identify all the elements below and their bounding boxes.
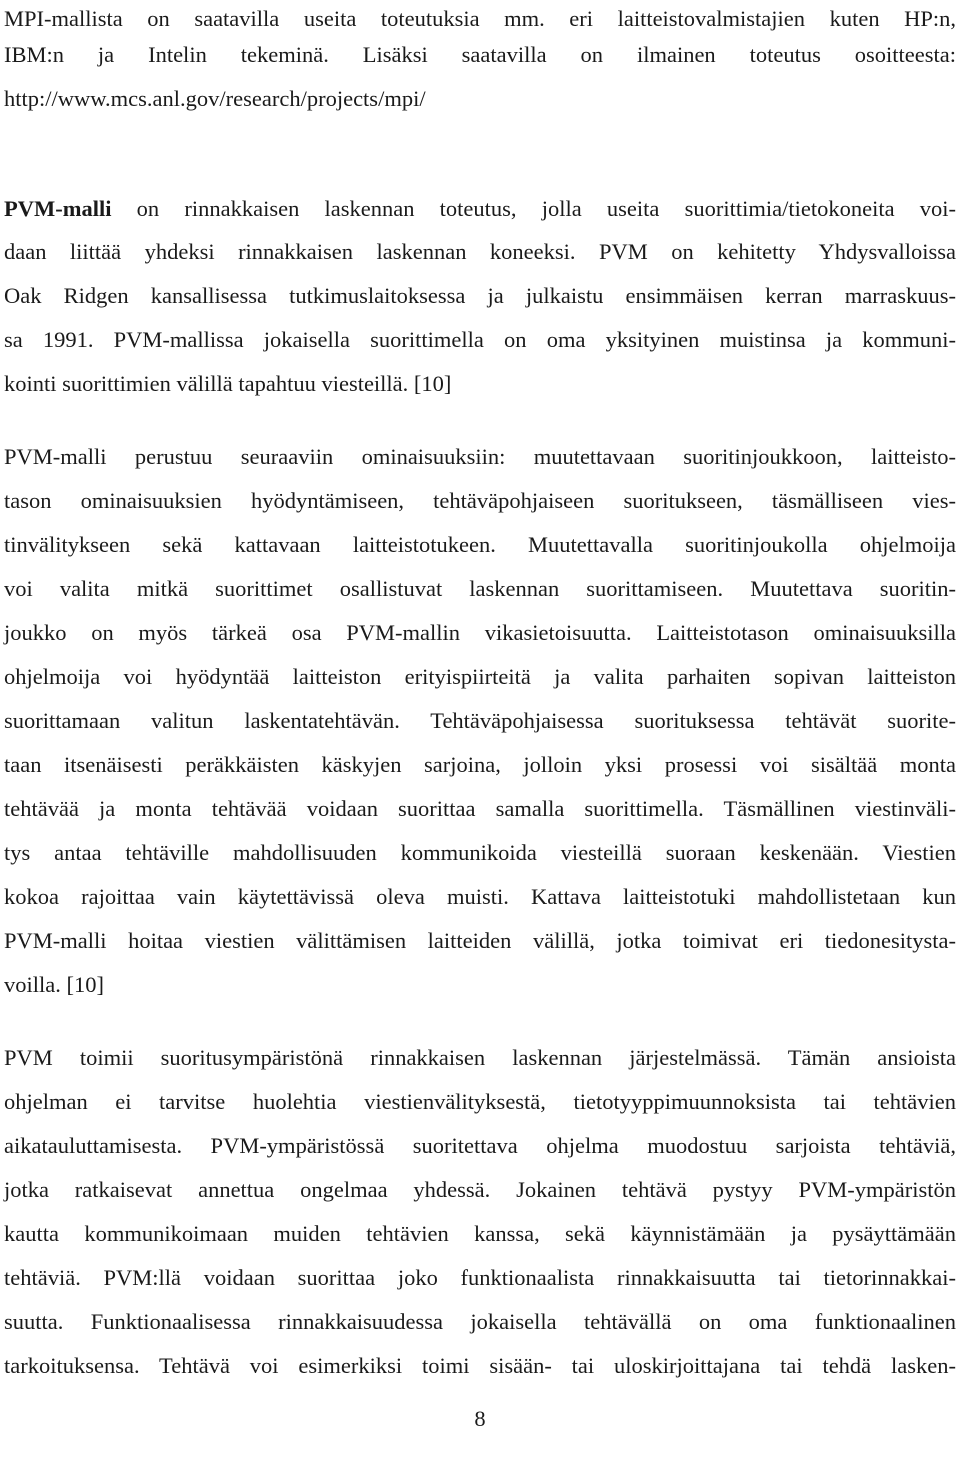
text-line: daan liittää yhdeksi rinnakkaisen laskennan koneeksi. PVM on kehitetty Yhdysvalloissa [4, 239, 956, 264]
text-line: aikatauluttamisesta. PVM-ympäristössä suoritettava ohjelma muodostuu sarjoista tehtäviä, [4, 1133, 956, 1158]
text-line: Oak Ridgen kansallisessa tutkimuslaitoksessa ja julkaistu ensimmäisen kerran marraskuus- [4, 283, 956, 308]
text-line: suorittamaan valitun laskentatehtävän. Tehtäväpohjaisessa suorituksessa tehtävät suorite- [4, 708, 956, 733]
text-line: jotka ratkaisevat annettua ongelmaa yhdessä. Jokainen tehtävä pystyy PVM-ympäristön [4, 1177, 956, 1202]
text-line: tason ominaisuuksien hyödyntämiseen, tehtäväpohjaiseen suoritukseen, täsmälliseen vies- [4, 488, 956, 513]
text-line: tinvälitykseen sekä kattavaan laitteistotukeen. Muutettavalla suoritinjoukolla ohjelmoija [4, 532, 956, 557]
text-line: taan itsenäisesti peräkkäisten käskyjen sarjoina, jolloin yksi prosessi voi sisältää monta [4, 752, 956, 777]
text-line: MPI-mallista on saatavilla useita toteutuksia mm. eri laitteistovalmistajien kuten HP:n, [4, 6, 956, 31]
bold-term: PVM-malli [4, 196, 112, 221]
text-line: PVM-malli hoitaa viestien välittämisen laitteiden välillä, jotka toimivat eri tiedonesitysta- [4, 928, 956, 953]
text-line: kointi suorittimien välillä tapahtuu viesteillä. [10] [4, 371, 452, 396]
text-line: PVM-malli perustuu seuraaviin ominaisuuksiin: muutettavaan suoritinjoukkoon, laitteisto- [4, 444, 956, 469]
text-line: suutta. Funktionaalisessa rinnakkaisuudessa jokaisella tehtävällä on oma funktionaalinen [4, 1309, 956, 1334]
text-line: tarkoituksensa. Tehtävä voi esimerkiksi toimi sisään- tai uloskirjoittajana tai tehdä lasken- [4, 1353, 956, 1378]
url-text: http://www.mcs.anl.gov/research/projects/mpi/ [4, 86, 426, 111]
page-number: 8 [474, 1406, 486, 1431]
text-line: joukko on myös tärkeä osa PVM-mallin vikasietoisuutta. Laitteistotason ominaisuuksilla [4, 620, 956, 645]
text-line: sa 1991. PVM-mallissa jokaisella suorittimella on oma yksityinen muistinsa ja kommuni- [4, 327, 956, 352]
text-line: ohjelmoija voi hyödyntää laitteiston erityispiirteitä ja valita parhaiten sopivan laitteiston [4, 664, 956, 689]
text-line: voilla. [10] [4, 972, 104, 997]
text-line: tehtäviä. PVM:llä voidaan suorittaa joko funktionaalista rinnakkaisuutta tai tietorinnakkai- [4, 1265, 956, 1290]
text-line: IBM:n ja Intelin tekeminä. Lisäksi saatavilla on ilmainen toteutus osoitteesta: [4, 42, 956, 67]
text-line: kautta kommunikoimaan muiden tehtävien kanssa, sekä käynnistämään ja pysäyttämään [4, 1221, 956, 1246]
text-line: tehtävää ja monta tehtävää voidaan suorittaa samalla suorittimella. Täsmällinen viestinväli- [4, 796, 956, 821]
text-line: PVM toimii suoritusympäristönä rinnakkaisen laskennan järjestelmässä. Tämän ansioista [4, 1045, 956, 1070]
text-line: kokoa rajoittaa vain käytettävissä oleva muisti. Kattava laitteistotuki mahdollistetaan kun [4, 884, 956, 909]
text-line-rest: on rinnakkaisen laskennan toteutus, jolla useita suorittimia/tietokoneita voi- [111, 196, 956, 221]
text-line: voi valita mitkä suorittimet osallistuvat laskennan suorittamiseen. Muutettava suoritin- [4, 576, 956, 601]
text-line: tys antaa tehtäville mahdollisuuden kommunikoida viesteillä suoraan keskenään. Viestien [4, 840, 956, 865]
text-line [4, 194, 956, 224]
text-line: ohjelman ei tarvitse huolehtia viestienvälityksestä, tietotyyppimuunnoksista tai tehtävien [4, 1089, 956, 1114]
